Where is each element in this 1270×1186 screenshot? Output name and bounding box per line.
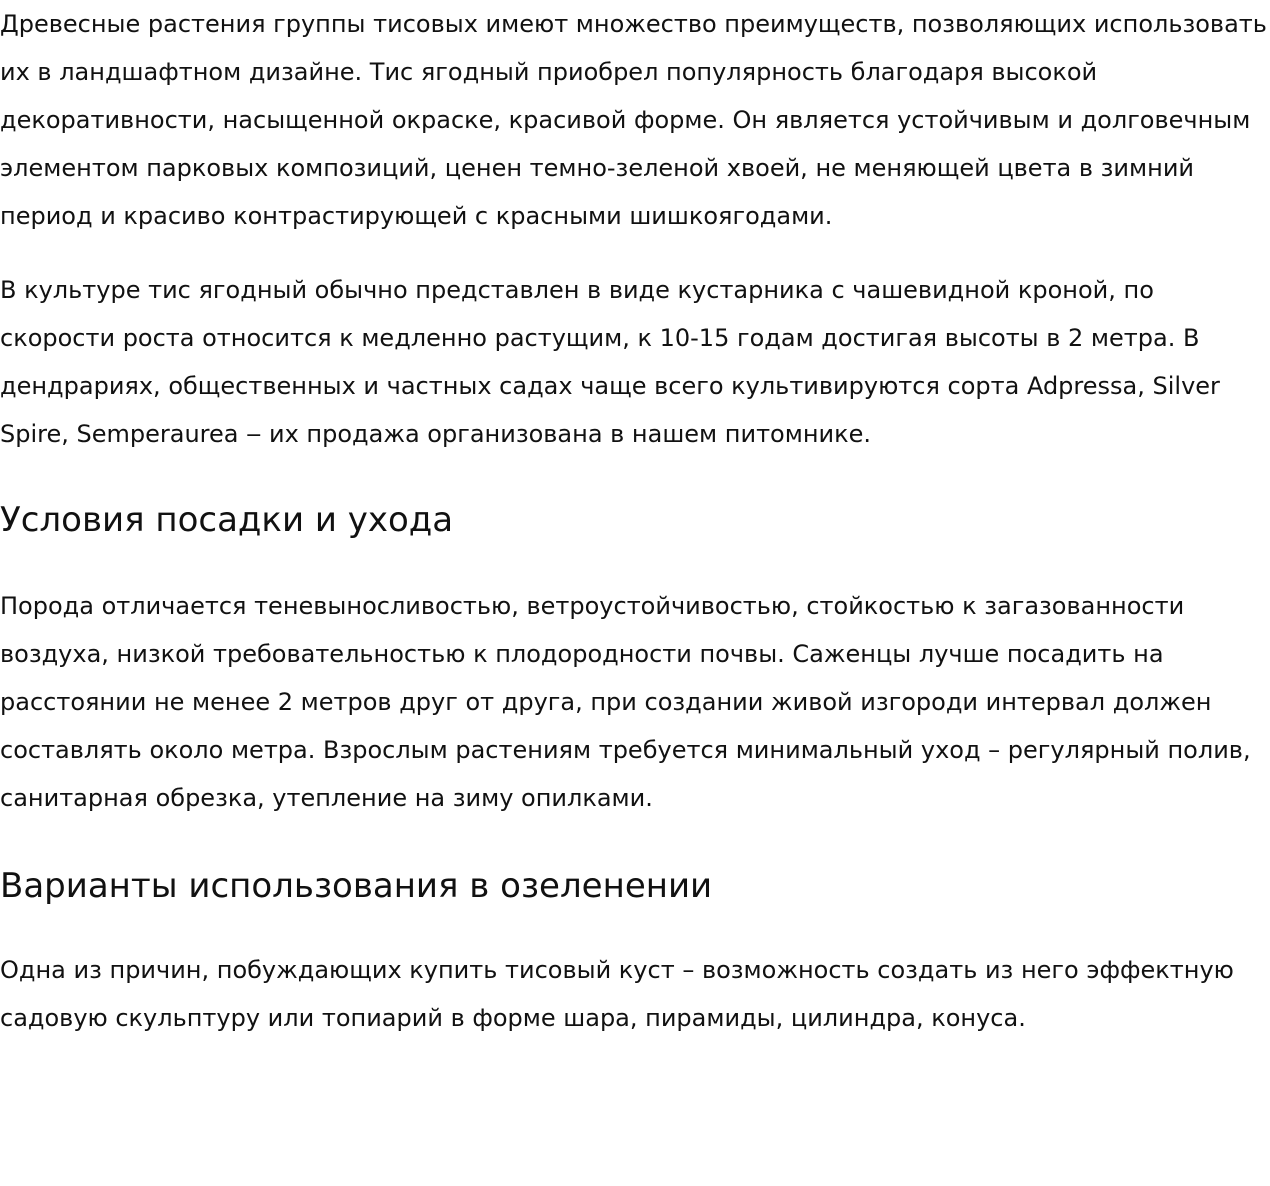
intro-paragraph: Древесные растения группы тисовых имеют множество преимуществ, позволяющих использовать их в ландшафтном дизайне. Тис ягодный приобрел популярность благодаря высокой декоративности, насыщенной окраске, красивой форме. Он является устойчивым и долговечным элементом парковых композиций, ценен темно-зеленой хвоей, не меняющей цвета в зимний период и красиво контрастирующей с красными шишкоягодами. [0,10,1267,230]
section-heading-planting: Условия посадки и ухода [0,500,454,540]
planting-paragraph: Порода отличается теневыносливостью, ветроустойчивостью, стойкостью к загазованности воздуха, низкой требовательностью к плодородности почвы. Саженцы лучше посадить на расстоянии не менее 2 метров друг от друга, при создании живой изгороди интервал должен составлять около метра. Взрослым растениям требуется минимальный уход – регулярный полив, санитарная обрезка, утепление на зиму опилками. [0,592,1251,812]
usage-paragraph: Одна из причин, побуждающих купить тисовый куст – возможность создать из него эффектную садовую скульптуру или топиарий в форме шара, пирамиды, цилиндра, конуса. [0,956,1234,1032]
section-heading-usage: Варианты использования в озеленении [0,866,713,906]
cultivation-paragraph: В культуре тис ягодный обычно представлен в виде кустарника с чашевидной кроной, по скорости роста относится к медленно растущим, к 10-15 годам достигая высоты в 2 метра. В дендрариях, общественных и частных садах чаще всего культивируются сорта Adpressa, Silver Spire, Semperaurea ‒ их продажа организована в нашем питомнике. [0,276,1220,448]
